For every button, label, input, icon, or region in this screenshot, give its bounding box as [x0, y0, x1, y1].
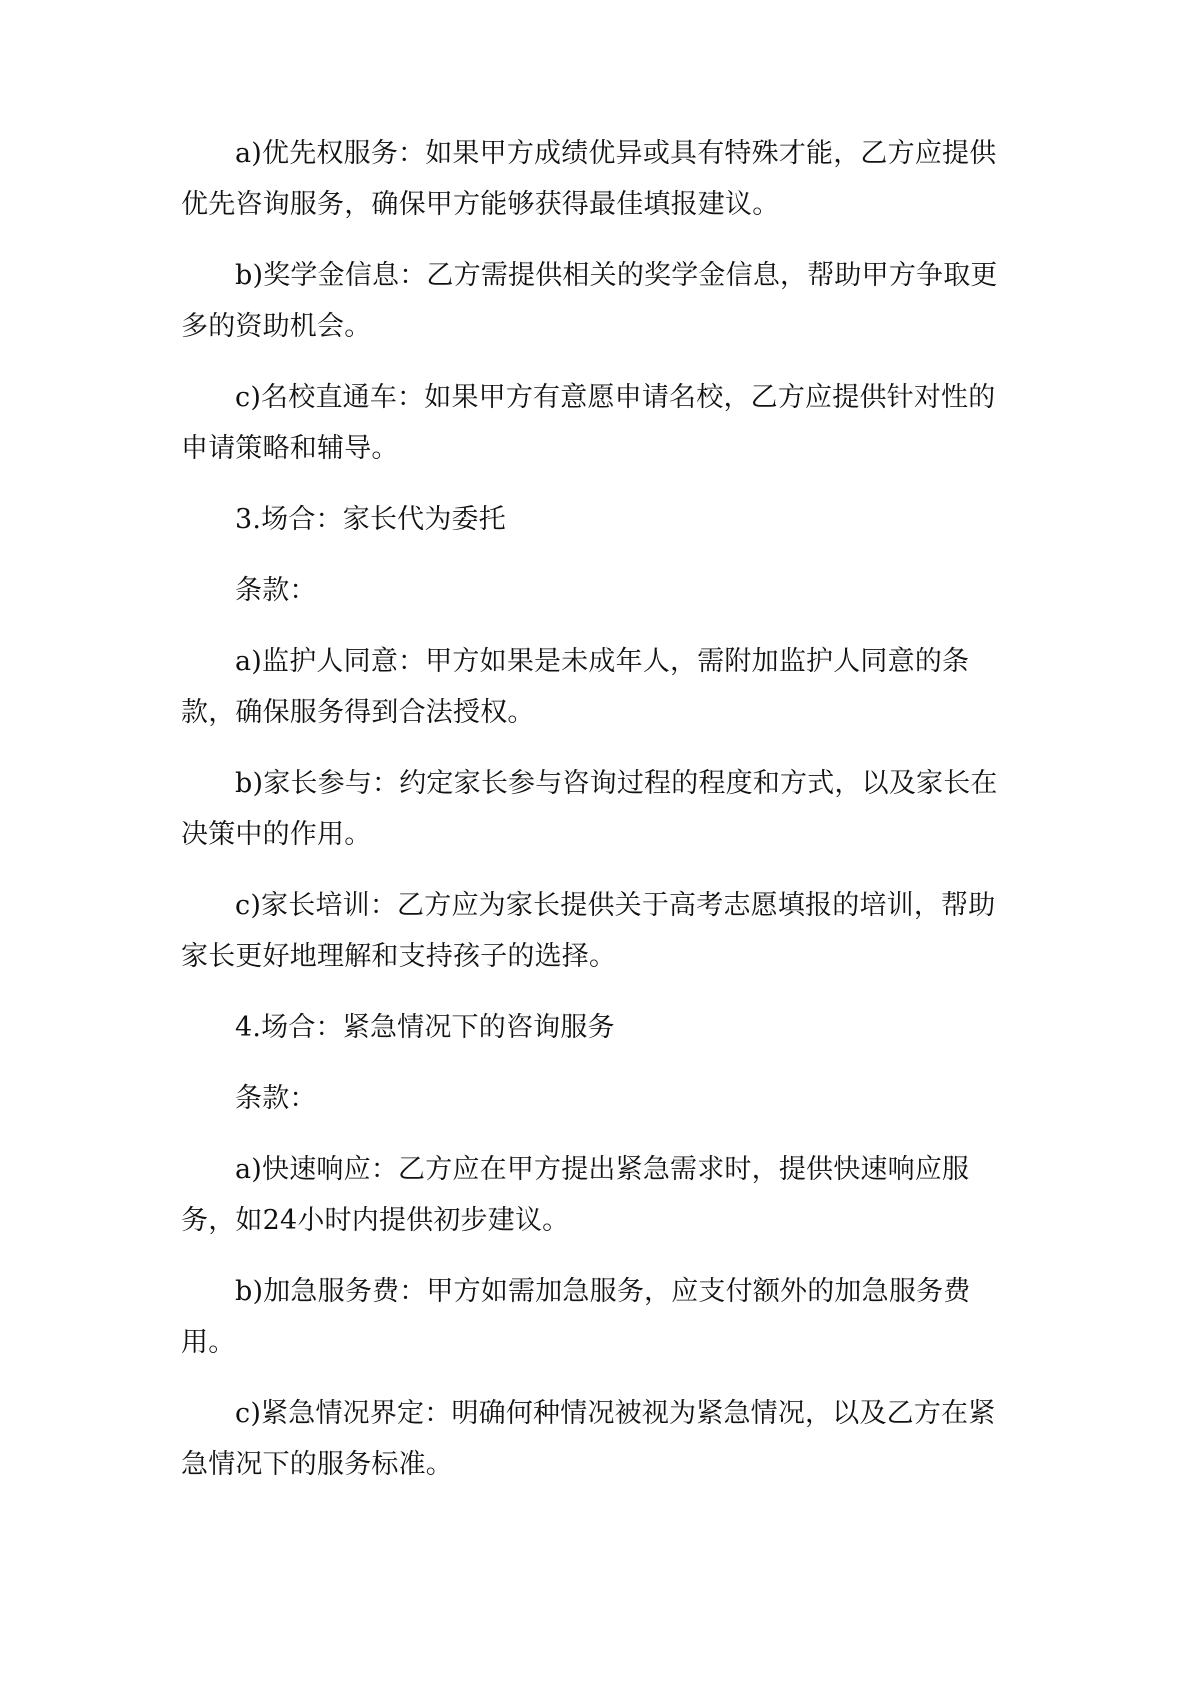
section-heading-emergency: 4.场合：紧急情况下的咨询服务: [235, 1012, 615, 1043]
terms-label: 条款：: [235, 1083, 317, 1114]
clause-fast-response: a)快速响应：乙方应在甲方提出紧急需求时，提供快速响应服务，如24小时内提供初步建议。: [181, 1154, 970, 1236]
clause-scholarship-info: b)奖学金信息：乙方需提供相关的奖学金信息，帮助甲方争取更多的资助机会。: [181, 260, 998, 342]
clause-elite-school: c)名校直通车：如果甲方有意愿申请名校，乙方应提供针对性的申请策略和辅导。: [181, 382, 996, 464]
clause-guardian-consent: a)监护人同意：甲方如果是未成年人，需附加监护人同意的条款，确保服务得到合法授权。: [181, 646, 970, 728]
terms-label: 条款：: [235, 575, 317, 606]
clause-parent-participation: b)家长参与：约定家长参与咨询过程的程度和方式，以及家长在决策中的作用。: [181, 768, 998, 850]
clause-emergency-definition: c)紧急情况界定：明确何种情况被视为紧急情况，以及乙方在紧急情况下的服务标准。: [181, 1398, 996, 1480]
clause-rush-fee: b)加急服务费：甲方如需加急服务，应支付额外的加急服务费用。: [181, 1276, 971, 1358]
section-heading-parent-entrust: 3.场合：家长代为委托: [235, 504, 506, 535]
clause-parent-training: c)家长培训：乙方应为家长提供关于高考志愿填报的培训，帮助家长更好地理解和支持孩子的选择。: [181, 890, 996, 972]
clause-priority-service: a)优先权服务：如果甲方成绩优异或具有特殊才能，乙方应提供优先咨询服务，确保甲方能够获得最佳填报建议。: [181, 138, 997, 220]
